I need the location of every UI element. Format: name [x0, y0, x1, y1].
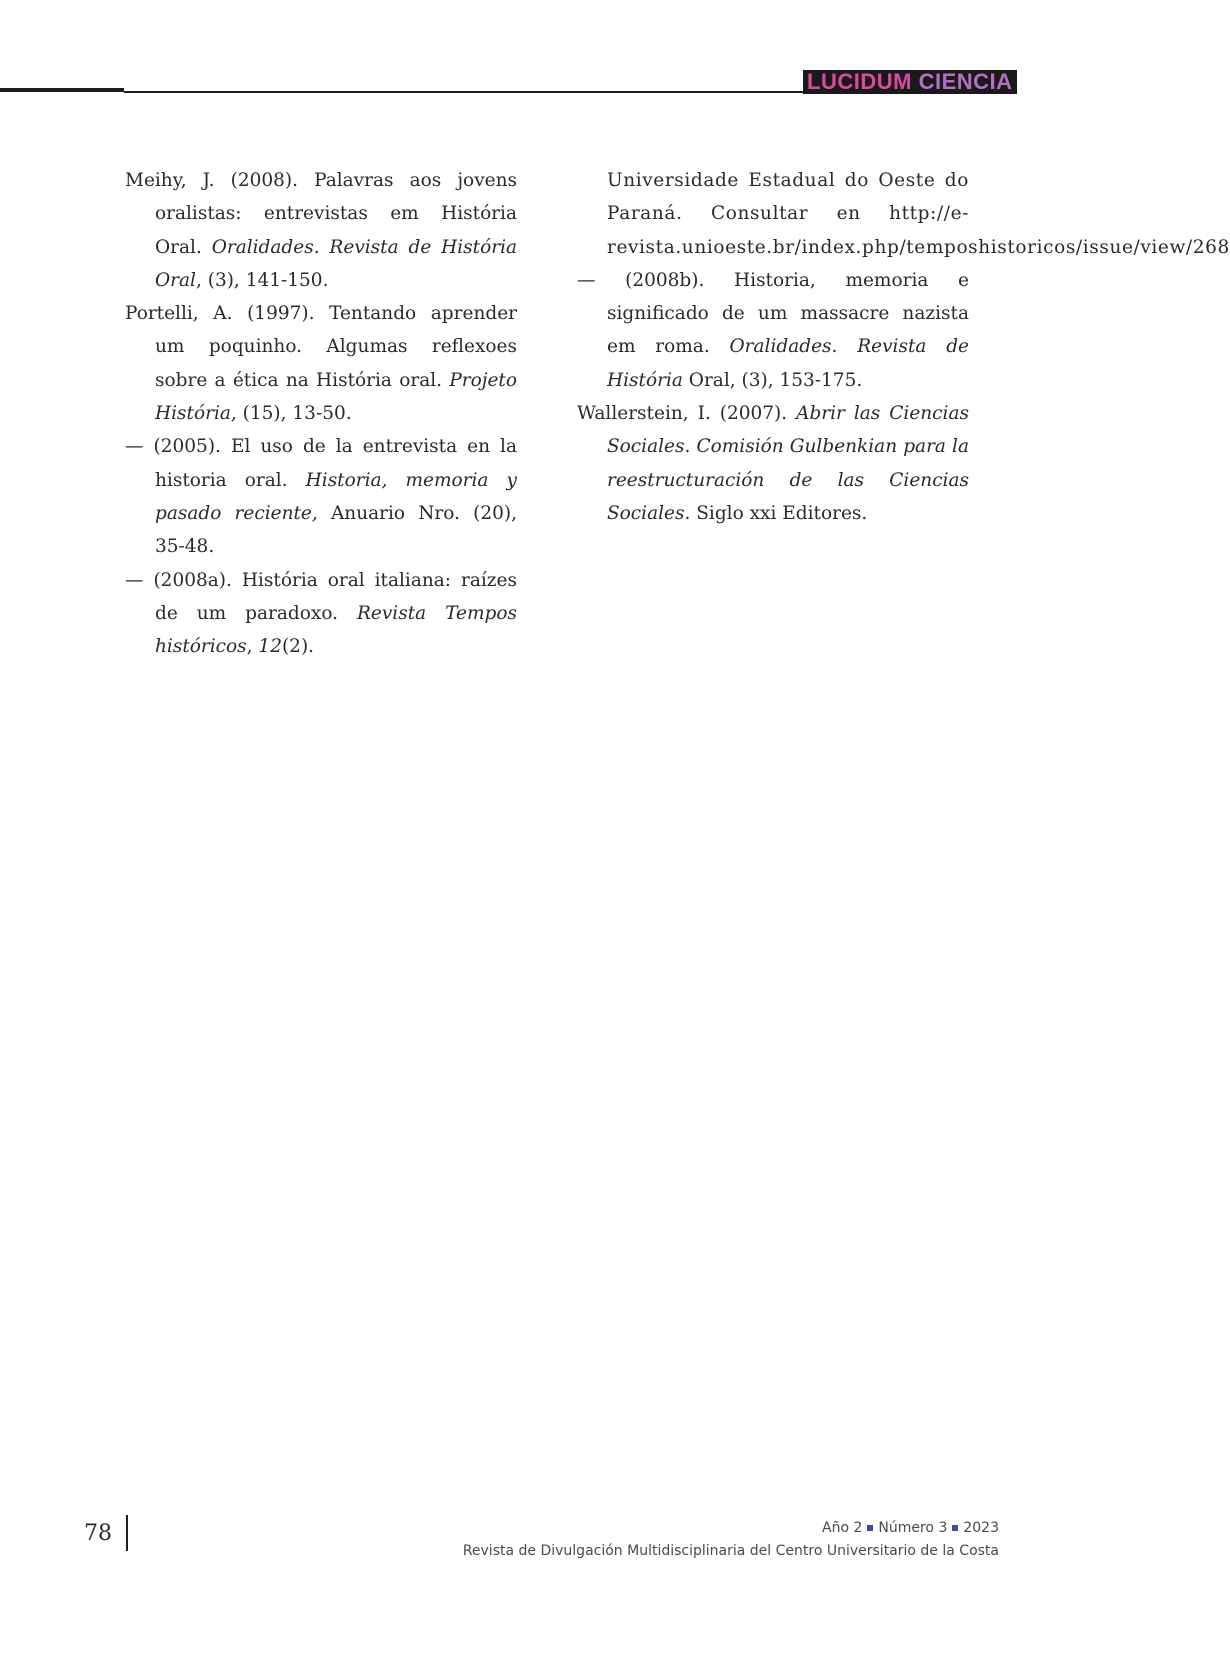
reference-text: — (2008b). Historia, memoria e significado de um massacre nazista em roma. — [577, 269, 969, 358]
reference-title: Abrir las Ciencias Sociales. Comisión Gulbenkian para la reestructuración de las Ciencias Sociales — [607, 403, 969, 524]
issue-year: 2023 — [963, 1520, 999, 1536]
page-number-divider — [126, 1515, 128, 1551]
reference-entry — [125, 564, 517, 664]
page-number: 78 — [84, 1521, 112, 1546]
footer — [463, 1517, 999, 1563]
separator-square-icon — [952, 1525, 958, 1531]
reference-details: , (15), 13-50. — [230, 403, 352, 425]
reference-details: Oral, (3), 153-175. — [682, 369, 863, 391]
issue-line — [463, 1517, 999, 1540]
reference-text: Wallerstein, I. (2007). — [577, 403, 797, 425]
reference-details: Anuario Nro. (20), 35-48. — [155, 502, 518, 558]
brand-word-ciencia: CIENCIA — [918, 69, 1013, 94]
reference-details: , — [246, 636, 259, 658]
reference-entry — [125, 164, 517, 297]
brand-word-lucidum: LUCIDUM — [807, 69, 912, 94]
reference-entry — [125, 297, 517, 430]
references-column-right — [577, 164, 1230, 530]
journal-name: Revista de Divulgación Multidisciplinaria del Centro Universitario de la Costa — [462, 1543, 999, 1559]
reference-volume: 12 — [258, 636, 282, 658]
reference-text: — (2005). El uso de la entrevista en la historia oral. — [125, 436, 517, 491]
reference-continuation: Universidade Estadual do Oeste do Paraná. Consultar en http://e-revista.unioeste.br/index.php/temposhistoricos/issue/view/268 — [607, 170, 1230, 258]
issue-label: Número 3 — [878, 1520, 948, 1536]
reference-title: Revista Tempos históricos — [155, 602, 517, 658]
reference-title: Projeto História — [155, 369, 517, 425]
journal-brand-logo — [803, 70, 1017, 94]
reference-entry — [577, 397, 969, 530]
references-column-left — [125, 164, 517, 663]
reference-issue: (2). — [281, 636, 315, 658]
header-rule-thick — [0, 88, 124, 92]
reference-details: . Siglo xxi Editores. — [684, 502, 868, 524]
separator-square-icon — [867, 1525, 873, 1531]
reference-details: , (3), 141-150. — [195, 269, 329, 291]
reference-title: Historia, memoria y pasado reciente, — [155, 469, 517, 524]
reference-title: Oralidades. Revista de História Oral — [155, 236, 518, 291]
reference-text: Meihy, J. (2008). Palavras aos jovens oralistas: entrevistas em História Oral. — [125, 170, 517, 258]
year-label: Año 2 — [822, 1520, 863, 1536]
reference-text: — (2008a). História oral italiana: raízes de um paradoxo. — [125, 569, 517, 624]
reference-entry — [577, 264, 969, 397]
reference-entry — [125, 430, 517, 563]
reference-title: Oralidades. Revista de História — [607, 336, 970, 391]
reference-text: Portelli, A. (1997). Tentando aprender um poquinho. Algumas reflexoes sobre a ética na História oral. — [125, 303, 517, 391]
